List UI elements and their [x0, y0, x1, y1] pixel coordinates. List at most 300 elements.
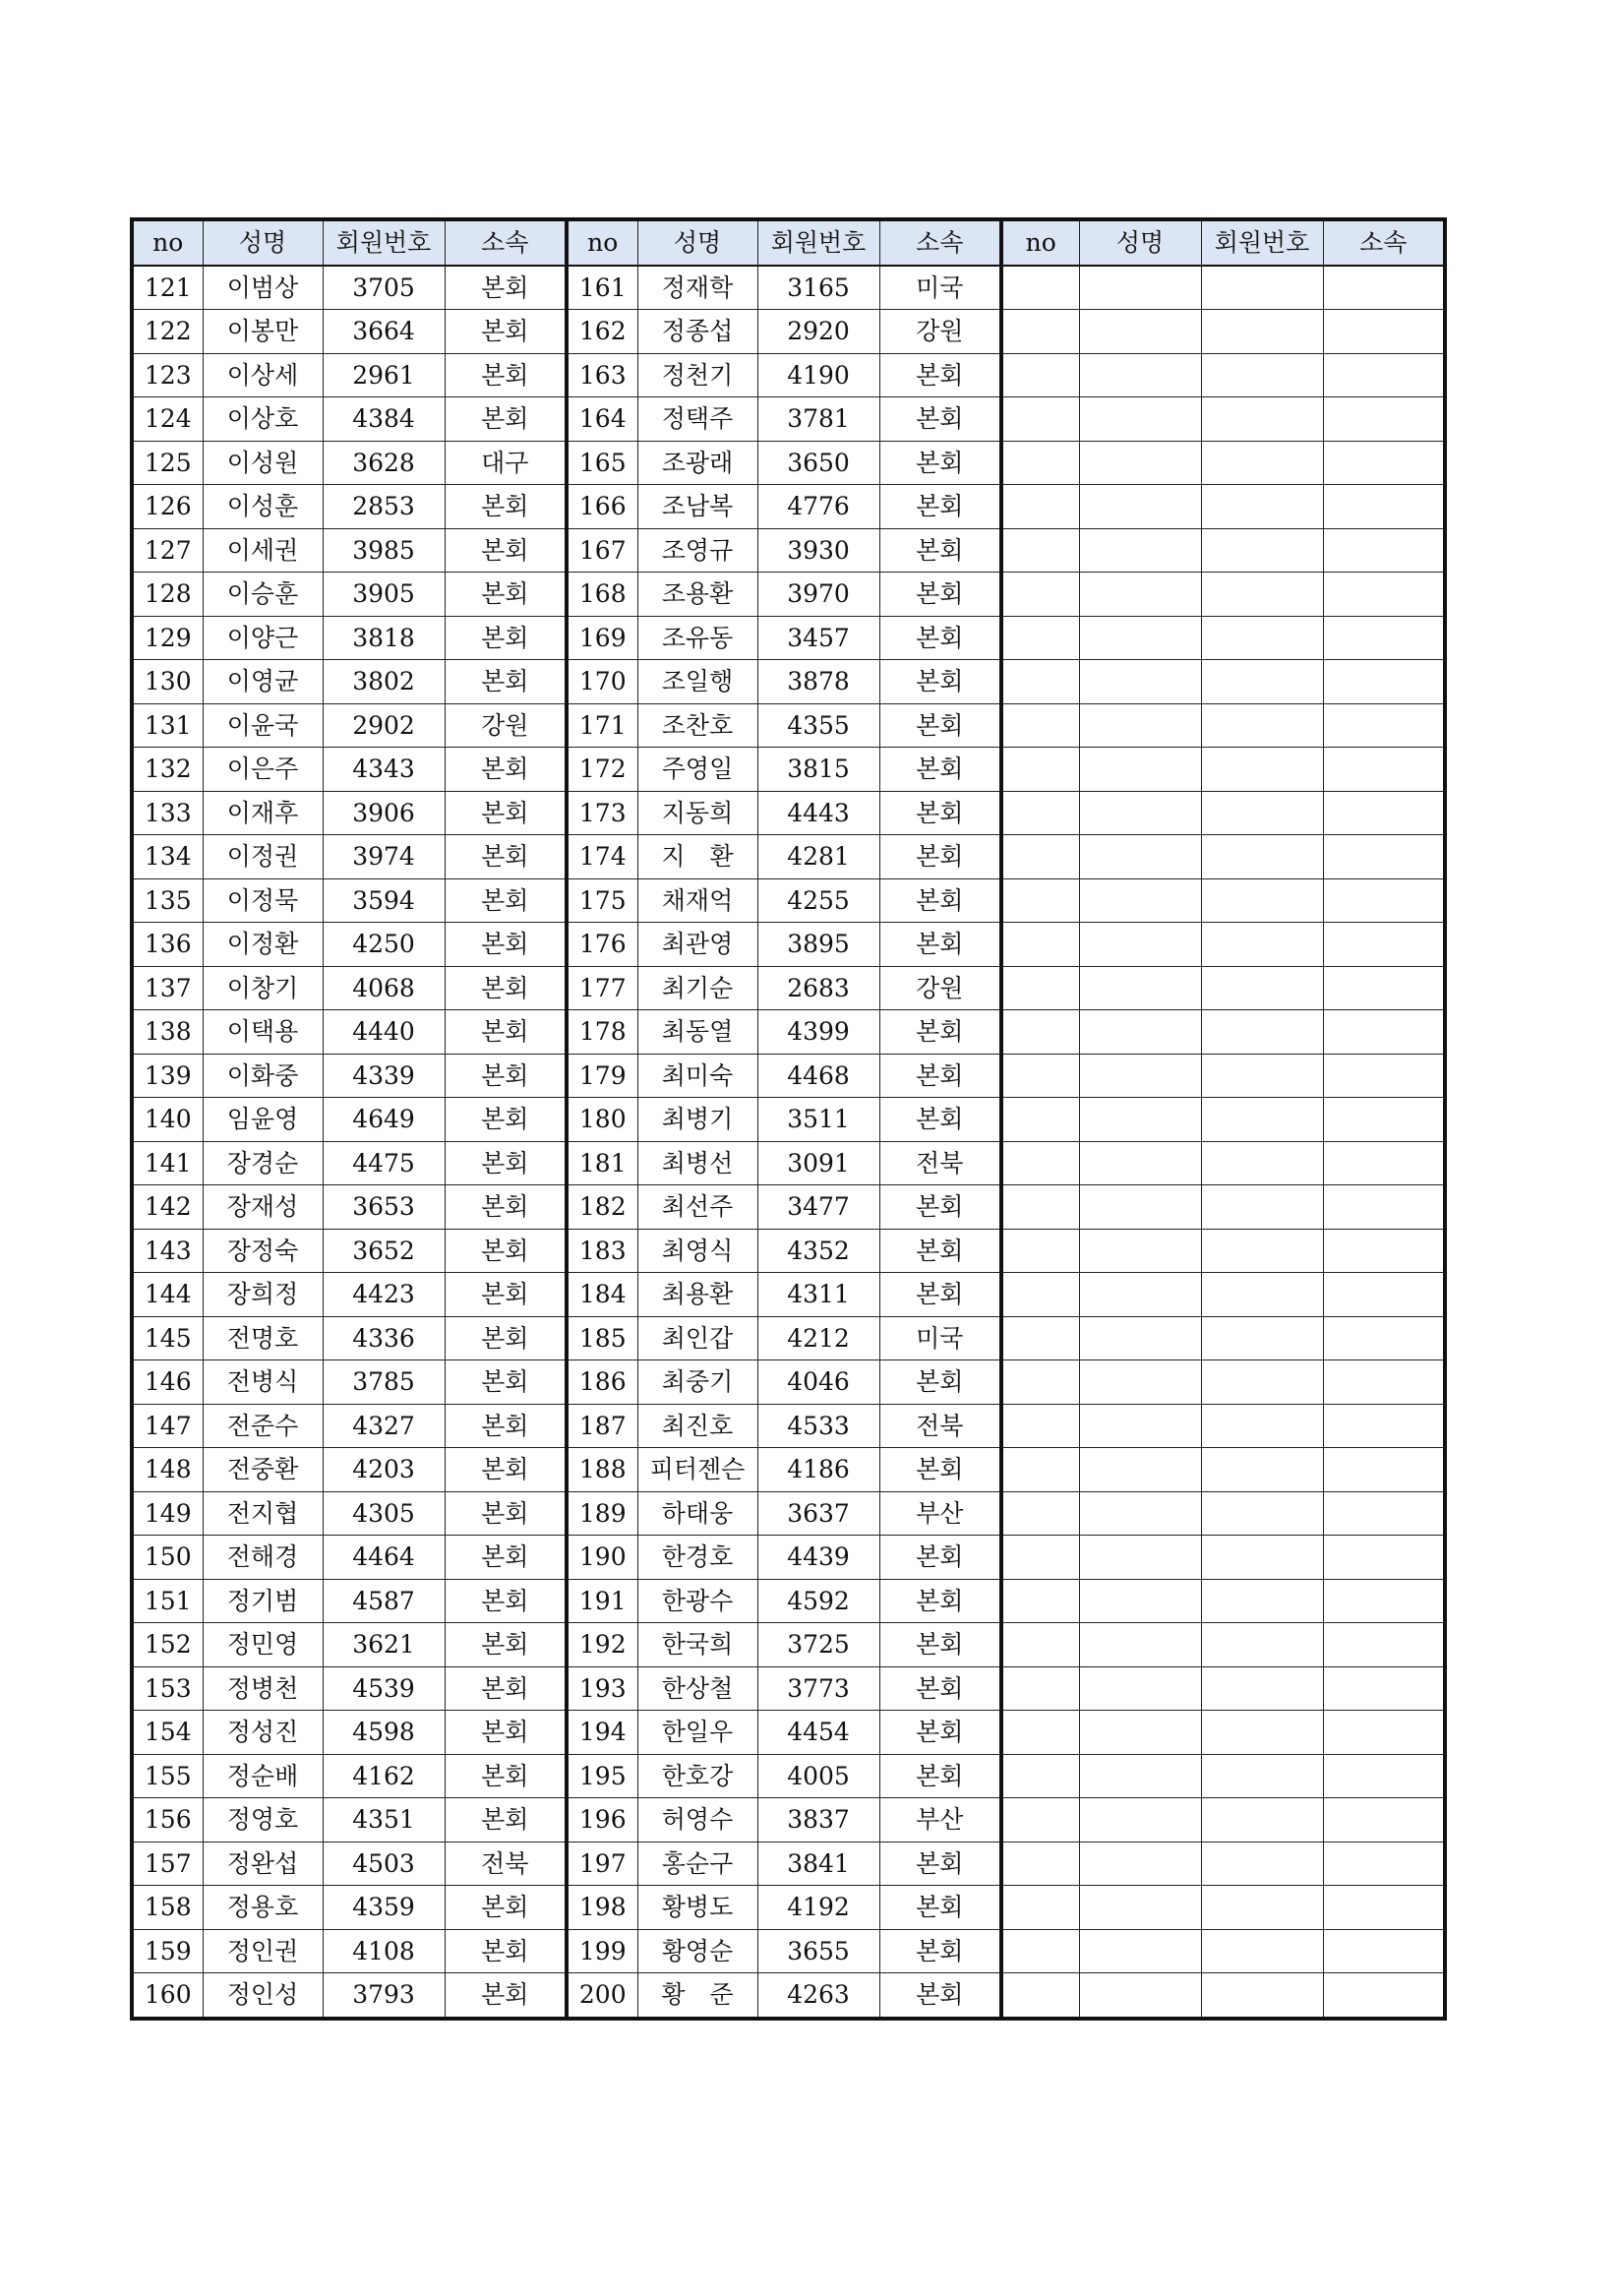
affiliation-cell: 본회	[445, 1929, 567, 1973]
member-number-cell: 3628	[323, 441, 445, 485]
no-cell	[1001, 1316, 1079, 1360]
affiliation-cell: 전북	[445, 1842, 567, 1886]
name-cell: 전지협	[203, 1491, 323, 1536]
header-affiliation: 소속	[1323, 219, 1445, 266]
no-cell: 150	[132, 1536, 203, 1580]
no-cell: 191	[567, 1579, 637, 1623]
member-number-cell: 3985	[323, 528, 445, 573]
table-row	[132, 878, 1445, 923]
member-number-cell: 3974	[323, 835, 445, 879]
affiliation-cell: 본회	[879, 1842, 1001, 1886]
name-cell: 정택주	[637, 397, 757, 442]
name-cell: 최기순	[637, 966, 757, 1010]
no-cell	[1001, 835, 1079, 879]
member-number-cell	[1201, 1316, 1323, 1360]
affiliation-cell: 본회	[445, 835, 567, 879]
no-cell	[1001, 1448, 1079, 1492]
affiliation-cell	[1323, 441, 1445, 485]
member-number-cell	[1201, 703, 1323, 748]
affiliation-cell: 본회	[445, 1536, 567, 1580]
affiliation-cell	[1323, 923, 1445, 967]
member-number-cell: 4592	[757, 1579, 879, 1623]
member-number-cell	[1201, 791, 1323, 835]
member-number-cell: 4068	[323, 966, 445, 1010]
member-number-cell	[1201, 1098, 1323, 1142]
name-cell: 이윤국	[203, 703, 323, 748]
member-number-cell: 4351	[323, 1798, 445, 1843]
no-cell: 160	[132, 1973, 203, 2019]
member-number-cell: 3091	[757, 1141, 879, 1185]
table-row	[132, 1185, 1445, 1230]
name-cell: 최중기	[637, 1360, 757, 1405]
member-number-cell: 3802	[323, 660, 445, 704]
member-number-cell: 4203	[323, 1448, 445, 1492]
name-cell: 주영일	[637, 748, 757, 792]
name-cell	[1079, 616, 1201, 660]
affiliation-cell	[1323, 878, 1445, 923]
no-cell: 178	[567, 1010, 637, 1055]
affiliation-cell: 본회	[879, 878, 1001, 923]
table-row	[132, 353, 1445, 397]
name-cell	[1079, 1098, 1201, 1142]
affiliation-cell	[1323, 1229, 1445, 1273]
name-cell: 최병선	[637, 1141, 757, 1185]
affiliation-cell	[1323, 397, 1445, 442]
no-cell	[1001, 878, 1079, 923]
name-cell: 최인갑	[637, 1316, 757, 1360]
name-cell	[1079, 1316, 1201, 1360]
no-cell: 195	[567, 1754, 637, 1798]
no-cell: 158	[132, 1886, 203, 1930]
no-cell	[1001, 1536, 1079, 1580]
name-cell	[1079, 353, 1201, 397]
affiliation-cell	[1323, 1842, 1445, 1886]
affiliation-cell: 본회	[879, 353, 1001, 397]
member-number-cell: 3930	[757, 528, 879, 573]
affiliation-cell: 본회	[445, 353, 567, 397]
no-cell	[1001, 353, 1079, 397]
table-row	[132, 1273, 1445, 1317]
no-cell	[1001, 1491, 1079, 1536]
member-number-cell	[1201, 1973, 1323, 2019]
member-number-cell: 4212	[757, 1316, 879, 1360]
no-cell: 169	[567, 616, 637, 660]
no-cell	[1001, 573, 1079, 617]
no-cell: 194	[567, 1711, 637, 1755]
affiliation-cell: 본회	[879, 1754, 1001, 1798]
name-cell	[1079, 923, 1201, 967]
no-cell	[1001, 266, 1079, 310]
affiliation-cell: 본회	[879, 748, 1001, 792]
name-cell	[1079, 310, 1201, 354]
name-cell: 최병기	[637, 1098, 757, 1142]
affiliation-cell	[1323, 1754, 1445, 1798]
name-cell: 전해경	[203, 1536, 323, 1580]
no-cell	[1001, 1666, 1079, 1711]
affiliation-cell: 본회	[445, 923, 567, 967]
no-cell: 189	[567, 1491, 637, 1536]
table-row	[132, 923, 1445, 967]
name-cell	[1079, 1448, 1201, 1492]
affiliation-cell	[1323, 1273, 1445, 1317]
name-cell: 황 준	[637, 1973, 757, 2019]
affiliation-cell: 본회	[445, 1010, 567, 1055]
no-cell: 165	[567, 441, 637, 485]
name-cell: 한광수	[637, 1579, 757, 1623]
name-cell: 정병천	[203, 1666, 323, 1711]
member-number-cell: 3785	[323, 1360, 445, 1405]
no-cell: 199	[567, 1929, 637, 1973]
name-cell: 최선주	[637, 1185, 757, 1230]
member-number-cell	[1201, 1010, 1323, 1055]
affiliation-cell: 본회	[879, 835, 1001, 879]
no-cell: 141	[132, 1141, 203, 1185]
member-number-cell	[1201, 1798, 1323, 1843]
affiliation-cell: 본회	[879, 397, 1001, 442]
name-cell: 하태웅	[637, 1491, 757, 1536]
affiliation-cell: 강원	[879, 966, 1001, 1010]
affiliation-cell: 본회	[445, 878, 567, 923]
member-number-cell: 3637	[757, 1491, 879, 1536]
no-cell: 184	[567, 1273, 637, 1317]
member-number-cell: 3705	[323, 266, 445, 310]
affiliation-cell: 본회	[445, 1886, 567, 1930]
affiliation-cell: 본회	[445, 791, 567, 835]
name-cell	[1079, 1273, 1201, 1317]
member-number-cell	[1201, 1491, 1323, 1536]
affiliation-cell	[1323, 1798, 1445, 1843]
no-cell: 168	[567, 573, 637, 617]
table-row	[132, 1623, 1445, 1667]
no-cell: 138	[132, 1010, 203, 1055]
member-number-cell: 4186	[757, 1448, 879, 1492]
no-cell: 149	[132, 1491, 203, 1536]
no-cell	[1001, 1579, 1079, 1623]
member-number-cell	[1201, 1448, 1323, 1492]
affiliation-cell	[1323, 791, 1445, 835]
no-cell	[1001, 923, 1079, 967]
name-cell: 최진호	[637, 1404, 757, 1448]
affiliation-cell: 본회	[879, 791, 1001, 835]
name-cell	[1079, 748, 1201, 792]
header-name: 성명	[1079, 219, 1201, 266]
name-cell: 황영순	[637, 1929, 757, 1973]
member-number-cell	[1201, 1273, 1323, 1317]
name-cell	[1079, 1711, 1201, 1755]
no-cell	[1001, 1623, 1079, 1667]
affiliation-cell: 본회	[445, 1316, 567, 1360]
member-number-cell	[1201, 353, 1323, 397]
affiliation-cell: 본회	[445, 397, 567, 442]
name-cell: 전명호	[203, 1316, 323, 1360]
affiliation-cell: 본회	[445, 1404, 567, 1448]
name-cell: 이재후	[203, 791, 323, 835]
no-cell	[1001, 1185, 1079, 1230]
table-row	[132, 616, 1445, 660]
member-number-cell: 4443	[757, 791, 879, 835]
member-number-cell: 3841	[757, 1842, 879, 1886]
affiliation-cell	[1323, 616, 1445, 660]
affiliation-cell	[1323, 1886, 1445, 1930]
no-cell: 126	[132, 485, 203, 529]
affiliation-cell	[1323, 1360, 1445, 1405]
name-cell	[1079, 1491, 1201, 1536]
affiliation-cell	[1323, 1579, 1445, 1623]
table-row	[132, 1404, 1445, 1448]
affiliation-cell	[1323, 1141, 1445, 1185]
no-cell: 144	[132, 1273, 203, 1317]
affiliation-cell: 본회	[879, 1010, 1001, 1055]
affiliation-cell: 본회	[445, 1273, 567, 1317]
table-row	[132, 397, 1445, 442]
header-affiliation: 소속	[445, 219, 567, 266]
name-cell	[1079, 1842, 1201, 1886]
affiliation-cell: 미국	[879, 266, 1001, 310]
member-number-cell	[1201, 1054, 1323, 1098]
table-row	[132, 1973, 1445, 2019]
no-cell: 147	[132, 1404, 203, 1448]
affiliation-cell: 본회	[879, 1448, 1001, 1492]
name-cell	[1079, 528, 1201, 573]
table-row	[132, 1316, 1445, 1360]
name-cell	[1079, 266, 1201, 310]
member-number-cell: 4327	[323, 1404, 445, 1448]
no-cell: 181	[567, 1141, 637, 1185]
affiliation-cell	[1323, 1316, 1445, 1360]
member-number-cell: 3878	[757, 660, 879, 704]
table-row	[132, 1360, 1445, 1405]
member-number-cell	[1201, 485, 1323, 529]
member-number-cell: 4439	[757, 1536, 879, 1580]
no-cell: 136	[132, 923, 203, 967]
affiliation-cell	[1323, 1536, 1445, 1580]
member-number-cell: 4311	[757, 1273, 879, 1317]
table-row	[132, 1448, 1445, 1492]
no-cell: 148	[132, 1448, 203, 1492]
no-cell: 163	[567, 353, 637, 397]
affiliation-cell	[1323, 1098, 1445, 1142]
no-cell: 131	[132, 703, 203, 748]
no-cell: 123	[132, 353, 203, 397]
name-cell: 지동희	[637, 791, 757, 835]
member-number-cell	[1201, 1929, 1323, 1973]
no-cell: 152	[132, 1623, 203, 1667]
affiliation-cell: 본회	[879, 1929, 1001, 1973]
affiliation-cell: 미국	[879, 1316, 1001, 1360]
affiliation-cell: 본회	[879, 616, 1001, 660]
name-cell: 정용호	[203, 1886, 323, 1930]
affiliation-cell: 본회	[879, 1054, 1001, 1098]
affiliation-cell	[1323, 1054, 1445, 1098]
name-cell: 조일행	[637, 660, 757, 704]
affiliation-cell: 강원	[879, 310, 1001, 354]
no-cell: 185	[567, 1316, 637, 1360]
affiliation-cell: 본회	[445, 660, 567, 704]
member-number-cell	[1201, 1404, 1323, 1448]
no-cell	[1001, 1141, 1079, 1185]
header-name: 성명	[203, 219, 323, 266]
affiliation-cell: 본회	[879, 923, 1001, 967]
member-number-cell: 4423	[323, 1273, 445, 1317]
no-cell: 137	[132, 966, 203, 1010]
member-number-cell	[1201, 1579, 1323, 1623]
affiliation-cell: 본회	[879, 1886, 1001, 1930]
no-cell: 192	[567, 1623, 637, 1667]
name-cell	[1079, 1798, 1201, 1843]
name-cell	[1079, 441, 1201, 485]
name-cell: 정종섭	[637, 310, 757, 354]
member-number-cell	[1201, 441, 1323, 485]
affiliation-cell: 본회	[445, 1491, 567, 1536]
affiliation-cell: 본회	[879, 1973, 1001, 2019]
member-number-cell: 4539	[323, 1666, 445, 1711]
name-cell: 한일우	[637, 1711, 757, 1755]
header-member-number: 회원번호	[1201, 219, 1323, 266]
table-row	[132, 835, 1445, 879]
member-number-cell	[1201, 1141, 1323, 1185]
member-number-cell	[1201, 266, 1323, 310]
affiliation-cell	[1323, 1404, 1445, 1448]
table-row	[132, 441, 1445, 485]
name-cell: 한경호	[637, 1536, 757, 1580]
name-cell	[1079, 791, 1201, 835]
name-cell: 최영식	[637, 1229, 757, 1273]
name-cell	[1079, 1623, 1201, 1667]
no-cell: 180	[567, 1098, 637, 1142]
affiliation-cell: 본회	[879, 1536, 1001, 1580]
name-cell: 조영규	[637, 528, 757, 573]
affiliation-cell: 본회	[445, 1054, 567, 1098]
no-cell: 188	[567, 1448, 637, 1492]
member-number-cell: 3594	[323, 878, 445, 923]
name-cell: 정민영	[203, 1623, 323, 1667]
affiliation-cell	[1323, 1448, 1445, 1492]
no-cell	[1001, 1229, 1079, 1273]
affiliation-cell	[1323, 748, 1445, 792]
name-cell: 최미숙	[637, 1054, 757, 1098]
affiliation-cell	[1323, 266, 1445, 310]
no-cell: 145	[132, 1316, 203, 1360]
affiliation-cell: 본회	[879, 485, 1001, 529]
no-cell: 146	[132, 1360, 203, 1405]
member-number-cell	[1201, 310, 1323, 354]
no-cell	[1001, 528, 1079, 573]
no-cell: 162	[567, 310, 637, 354]
no-cell	[1001, 1404, 1079, 1448]
no-cell: 174	[567, 835, 637, 879]
affiliation-cell	[1323, 1491, 1445, 1536]
name-cell: 조찬호	[637, 703, 757, 748]
no-cell	[1001, 703, 1079, 748]
no-cell: 170	[567, 660, 637, 704]
no-cell	[1001, 966, 1079, 1010]
member-number-cell: 4305	[323, 1491, 445, 1536]
name-cell: 장정숙	[203, 1229, 323, 1273]
name-cell: 이정권	[203, 835, 323, 879]
no-cell	[1001, 616, 1079, 660]
affiliation-cell: 본회	[445, 1579, 567, 1623]
name-cell	[1079, 1010, 1201, 1055]
affiliation-cell: 본회	[445, 1973, 567, 2019]
no-cell	[1001, 1929, 1079, 1973]
header-member-number: 회원번호	[323, 219, 445, 266]
member-number-cell: 3664	[323, 310, 445, 354]
name-cell: 조용환	[637, 573, 757, 617]
affiliation-cell	[1323, 1666, 1445, 1711]
name-cell	[1079, 1054, 1201, 1098]
name-cell: 조유동	[637, 616, 757, 660]
name-cell: 정성진	[203, 1711, 323, 1755]
member-number-cell: 2902	[323, 703, 445, 748]
member-number-cell: 4440	[323, 1010, 445, 1055]
affiliation-cell	[1323, 1929, 1445, 1973]
name-cell: 이상세	[203, 353, 323, 397]
no-cell	[1001, 397, 1079, 442]
member-number-cell: 3793	[323, 1973, 445, 2019]
no-cell: 127	[132, 528, 203, 573]
member-number-cell	[1201, 397, 1323, 442]
affiliation-cell: 본회	[445, 573, 567, 617]
no-cell	[1001, 1842, 1079, 1886]
name-cell: 장희정	[203, 1273, 323, 1317]
table-row	[132, 1098, 1445, 1142]
member-number-cell: 4649	[323, 1098, 445, 1142]
name-cell: 이범상	[203, 266, 323, 310]
no-cell: 183	[567, 1229, 637, 1273]
no-cell: 164	[567, 397, 637, 442]
name-cell: 이은주	[203, 748, 323, 792]
affiliation-cell	[1323, 1010, 1445, 1055]
table-row	[132, 485, 1445, 529]
affiliation-cell: 본회	[445, 1798, 567, 1843]
affiliation-cell: 본회	[445, 485, 567, 529]
no-cell: 155	[132, 1754, 203, 1798]
member-number-cell: 4384	[323, 397, 445, 442]
no-cell: 143	[132, 1229, 203, 1273]
table-row	[132, 1536, 1445, 1580]
no-cell: 171	[567, 703, 637, 748]
no-cell: 196	[567, 1798, 637, 1843]
member-number-cell: 4503	[323, 1842, 445, 1886]
name-cell	[1079, 835, 1201, 879]
table-row	[132, 573, 1445, 617]
member-number-cell	[1201, 1711, 1323, 1755]
name-cell: 이정환	[203, 923, 323, 967]
name-cell: 이정묵	[203, 878, 323, 923]
affiliation-cell: 본회	[879, 441, 1001, 485]
table-row	[132, 966, 1445, 1010]
member-number-cell: 4108	[323, 1929, 445, 1973]
table-row	[132, 1010, 1445, 1055]
header-row	[132, 219, 1445, 266]
no-cell: 172	[567, 748, 637, 792]
name-cell	[1079, 1141, 1201, 1185]
header-affiliation: 소속	[879, 219, 1001, 266]
no-cell	[1001, 485, 1079, 529]
affiliation-cell	[1323, 353, 1445, 397]
header-no: no	[567, 219, 637, 266]
name-cell: 이양근	[203, 616, 323, 660]
header-no: no	[1001, 219, 1079, 266]
member-number-cell	[1201, 1754, 1323, 1798]
table-row	[132, 1579, 1445, 1623]
table-row	[132, 1711, 1445, 1755]
name-cell: 피터젠슨	[637, 1448, 757, 1492]
affiliation-cell	[1323, 528, 1445, 573]
affiliation-cell: 강원	[445, 703, 567, 748]
affiliation-cell: 본회	[879, 1623, 1001, 1667]
no-cell: 140	[132, 1098, 203, 1142]
